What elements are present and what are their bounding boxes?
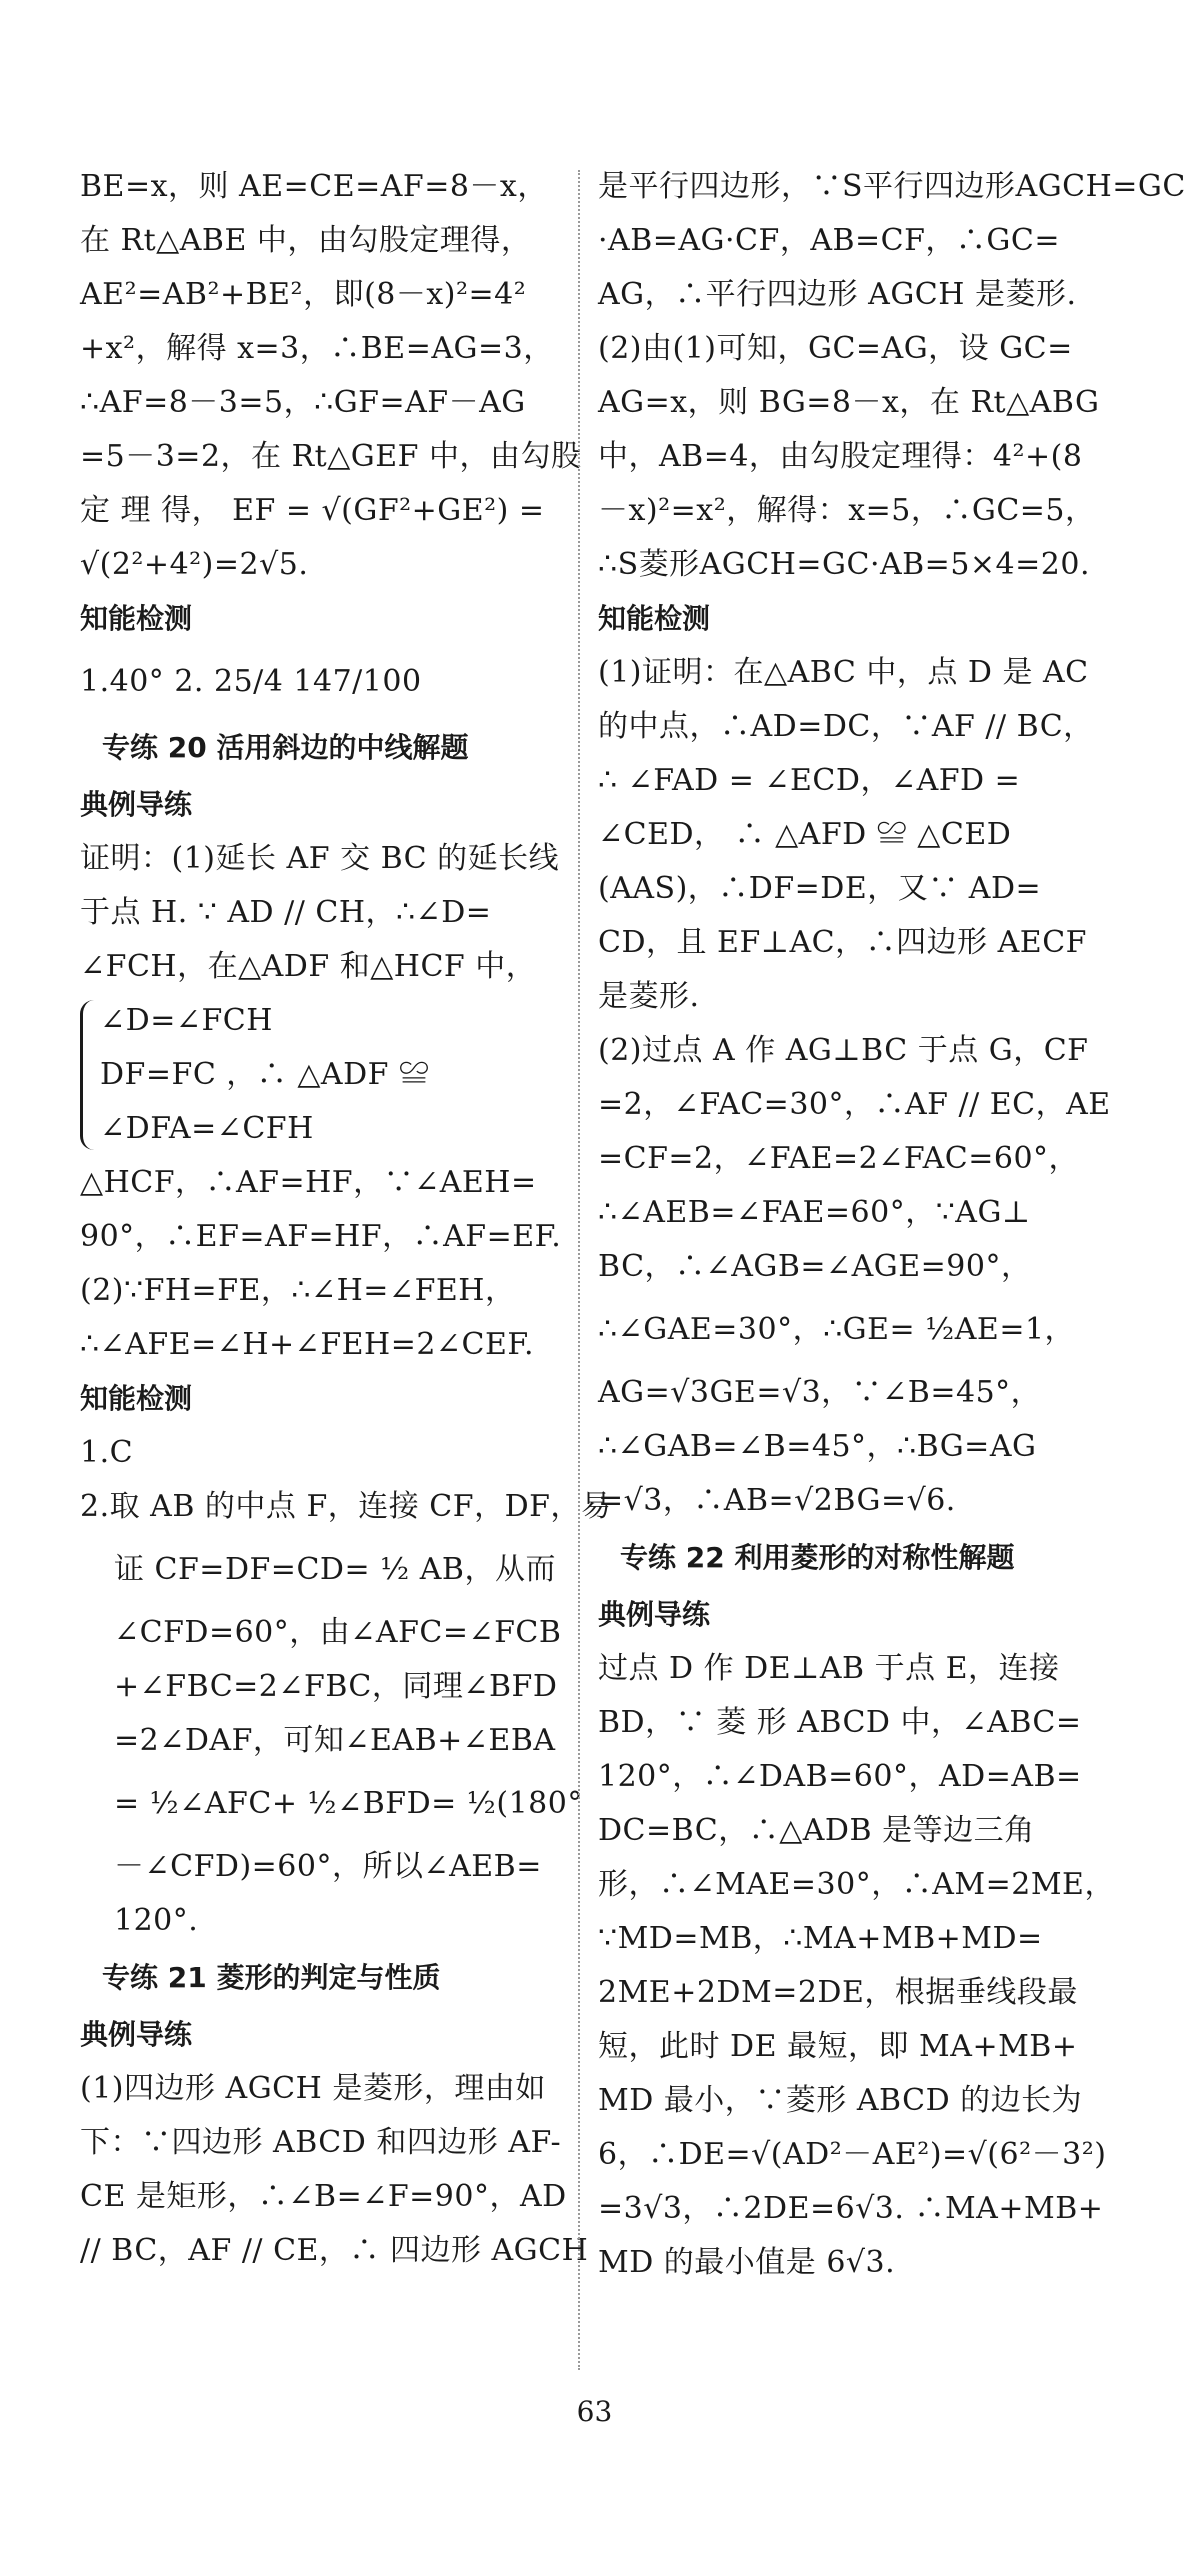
text-line: (1)四边形 AGCH 是菱形，理由如 (80, 2071, 546, 2106)
text-line: 在 Rt△ABE 中，由勾股定理得， (80, 223, 532, 258)
text-line: ∴AF=8－3=5，∴GF=AF－AG (80, 385, 526, 420)
text-line: =2，∠FAC=30°，∴AF // EC，AE (598, 1087, 1111, 1122)
text-line: ∴ ∠FAD = ∠ECD，∠AFD = (598, 763, 1021, 798)
text-line: 1.40° 2. 25/4 147/100 (80, 664, 422, 699)
equation-line: ∠D=∠FCH (100, 1003, 273, 1038)
text-line: 120°. (114, 1903, 199, 1938)
text-line: CE 是矩形，∴∠B=∠F=90°，AD (80, 2179, 567, 2214)
text-line: DC=BC，∴△ADB 是等边三角 (598, 1813, 1035, 1848)
left-column (80, 160, 612, 2278)
text-line: AE²=AB²+BE²，即(8－x)²=4² (80, 277, 527, 312)
subheading: 典例导练 (80, 788, 193, 821)
text-line: 下：∵四边形 ABCD 和四边形 AF- (80, 2125, 562, 2160)
text-line: 定 理 得， EF = √(GF²+GE²) = (80, 493, 545, 528)
text-line: 2ME+2DM=2DE，根据垂线段最 (598, 1975, 1078, 2010)
text-line: 过点 D 作 DE⊥AB 于点 E，连接 (598, 1651, 1060, 1686)
text-line: ∠CFD=60°，由∠AFC=∠FCB (114, 1615, 562, 1650)
text-line: ∠FCH，在△ADF 和△HCF 中， (80, 949, 537, 984)
text-line: BE=x，则 AE=CE=AF=8－x， (80, 169, 548, 204)
left-brace (80, 1000, 95, 1150)
text-line: AG，∴平行四边形 AGCH 是菱形. (598, 277, 1077, 312)
text-line: ∠CED， ∴ △AFD ≌ △CED (598, 817, 1012, 852)
text-line: 120°，∴∠DAB=60°，AD=AB= (598, 1759, 1082, 1794)
text-line: √(2²+4²)=2√5. (80, 547, 309, 582)
subheading: 知能检测 (598, 602, 711, 635)
text-line: =5－3=2，在 Rt△GEF 中，由勾股 (80, 439, 582, 474)
text-line: BC，∴∠AGB=∠AGE=90°， (598, 1249, 1032, 1284)
text-line: // BC，AF // CE，∴ 四边形 AGCH (80, 2233, 589, 2268)
text-line: 90°，∴EF=AF=HF，∴AF=EF. (80, 1219, 562, 1254)
text-line: 1.C (80, 1435, 134, 1470)
subheading: 典例导练 (80, 2018, 193, 2051)
text-line: +∠FBC=2∠FBC，同理∠BFD (114, 1669, 558, 1704)
text-line: ∵MD=MB，∴MA+MB+MD= (598, 1921, 1043, 1956)
equation-system (80, 994, 560, 1156)
text-line: ∴∠GAE=30°，∴GE= ½AE=1， (598, 1312, 1076, 1347)
text-line: 短，此时 DE 最短，即 MA+MB+ (598, 2029, 1078, 2064)
text-line: = ½∠AFC+ ½∠BFD= ½(180° (114, 1786, 583, 1821)
text-line: (2)过点 A 作 AG⊥BC 于点 G，CF (598, 1033, 1089, 1068)
text-line: =2∠DAF，可知∠EAB+∠EBA (114, 1723, 556, 1758)
text-line: －x)²=x²，解得：x=5，∴GC=5， (598, 493, 1096, 528)
subheading: 典例导练 (598, 1598, 711, 1631)
section-title: 专练 21 菱形的判定与性质 (102, 1961, 441, 1994)
text-line: ∴S菱形AGCH=GC·AB=5×4=20. (598, 547, 1090, 582)
text-line: －∠CFD)=60°，所以∠AEB= (114, 1849, 542, 1884)
text-line: ∴∠AFE=∠H+∠FEH=2∠CEF. (80, 1327, 535, 1362)
column-divider (578, 170, 580, 2370)
text-line: △HCF，∴AF=HF，∵∠AEH= (80, 1165, 537, 1200)
text-line: =3√3，∴2DE=6√3. ∴MA+MB+ (598, 2191, 1104, 2226)
section-title: 专练 20 活用斜边的中线解题 (102, 731, 469, 764)
subheading: 知能检测 (80, 1382, 193, 1415)
text-line: 是菱形. (598, 979, 700, 1014)
text-line: 证 CF=DF=CD= ½ AB，从而 (114, 1552, 556, 1587)
text-line: 6，∴DE=√(AD²－AE²)=√(6²－3²) (598, 2137, 1107, 2172)
text-line: BD，∵ 菱 形 ABCD 中，∠ABC= (598, 1705, 1082, 1740)
equation-line: DF=FC ，∴ △ADF ≌ (100, 1057, 430, 1092)
right-column (598, 160, 1186, 2290)
text-line: ·AB=AG·CF，AB=CF，∴GC= (598, 223, 1060, 258)
text-line: AG=√3GE=√3，∵∠B=45°， (598, 1375, 1042, 1410)
text-line: 2.取 AB 的中点 F，连接 CF，DF，易 (80, 1489, 612, 1524)
text-line: (1)证明：在△ABC 中，点 D 是 AC (598, 655, 1089, 690)
text-line: =CF=2，∠FAE=2∠FAC=60°， (598, 1141, 1080, 1176)
text-line: (AAS)，∴DF=DE，又∵ AD= (598, 871, 1042, 906)
text-line: MD 最小，∵菱形 ABCD 的边长为 (598, 2083, 1083, 2118)
text-line: ∴∠AEB=∠FAE=60°，∵AG⊥ (598, 1195, 1031, 1230)
text-line: 证明：(1)延长 AF 交 BC 的延长线 (80, 841, 560, 876)
text-line: +x²，解得 x=3，∴BE=AG=3， (80, 331, 554, 366)
text-line: 于点 H. ∵ AD // CH，∴∠D= (80, 895, 492, 930)
equation-line: ∠DFA=∠CFH (100, 1111, 314, 1146)
text-line: MD 的最小值是 6√3. (598, 2245, 896, 2280)
text-line: ∴∠GAB=∠B=45°，∴BG=AG (598, 1429, 1037, 1464)
text-line: 的中点，∴AD=DC，∵AF // BC， (598, 709, 1094, 744)
text-line: (2)∵FH=FE，∴∠H=∠FEH， (80, 1273, 516, 1308)
text-line: (2)由(1)可知，GC=AG，设 GC= (598, 331, 1073, 366)
text-line: 形，∴∠MAE=30°，∴AM=2ME， (598, 1867, 1115, 1902)
text-line: AG=x，则 BG=8－x，在 Rt△ABG (598, 385, 1100, 420)
text-line: =√3，∴AB=√2BG=√6. (598, 1483, 956, 1518)
text-line: 中，AB=4，由勾股定理得：4²+(8 (598, 439, 1083, 474)
text-line: 是平行四边形，∵S平行四边形AGCH=GC (598, 169, 1186, 204)
page-number: 63 (576, 2395, 613, 2428)
section-title: 专练 22 利用菱形的对称性解题 (620, 1541, 1015, 1574)
subheading: 知能检测 (80, 602, 193, 635)
text-line: CD，且 EF⊥AC，∴四边形 AECF (598, 925, 1087, 960)
